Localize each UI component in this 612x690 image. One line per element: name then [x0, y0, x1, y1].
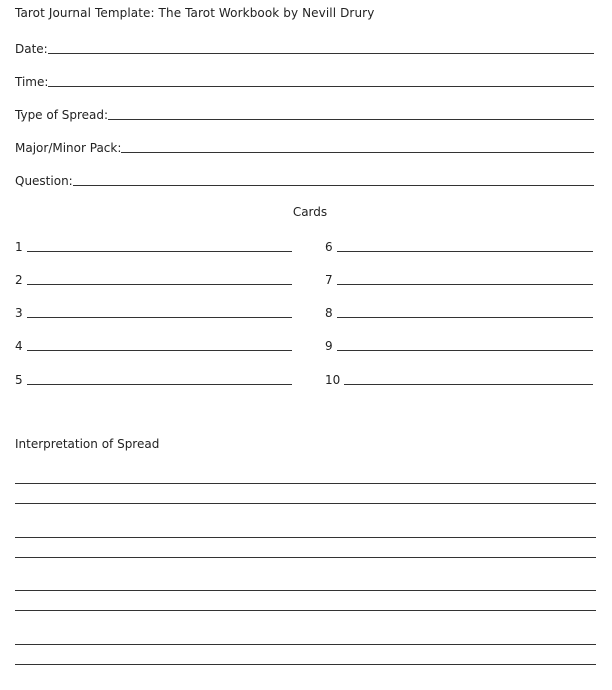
card-line[interactable]: [337, 317, 593, 318]
date-line[interactable]: [48, 53, 594, 54]
date-field[interactable]: [15, 38, 594, 56]
card-line[interactable]: [337, 350, 593, 351]
card-row-4[interactable]: [15, 337, 292, 353]
card-row-5[interactable]: [15, 371, 292, 387]
card-line[interactable]: [27, 317, 292, 318]
card-number: 7: [325, 273, 333, 287]
card-row-2[interactable]: [15, 271, 292, 287]
spread-type-line[interactable]: [108, 119, 594, 120]
card-number: 6: [325, 240, 333, 254]
pack-label: Major/Minor Pack:: [15, 141, 122, 155]
interpretation-line[interactable]: [15, 664, 596, 665]
interpretation-line[interactable]: [15, 644, 596, 645]
spread-type-label: Type of Spread:: [15, 108, 109, 122]
card-row-7[interactable]: [325, 271, 593, 287]
card-line[interactable]: [27, 251, 292, 252]
card-row-3[interactable]: [15, 304, 292, 320]
card-line[interactable]: [337, 251, 593, 252]
card-number: 2: [15, 273, 23, 287]
spread-type-field[interactable]: [15, 104, 594, 122]
interpretation-line[interactable]: [15, 503, 596, 504]
card-number: 9: [325, 339, 333, 353]
question-label: Question:: [15, 174, 73, 188]
time-field[interactable]: [15, 71, 594, 89]
card-row-9[interactable]: [325, 337, 593, 353]
card-line[interactable]: [27, 284, 292, 285]
time-line[interactable]: [48, 86, 594, 87]
card-row-10[interactable]: [325, 371, 593, 387]
card-number: 8: [325, 306, 333, 320]
card-row-1[interactable]: [15, 238, 292, 254]
interpretation-line[interactable]: [15, 483, 596, 484]
pack-field[interactable]: [15, 137, 594, 155]
card-row-8[interactable]: [325, 304, 593, 320]
interpretation-line[interactable]: [15, 537, 596, 538]
interpretation-line[interactable]: [15, 590, 596, 591]
interpretation-line[interactable]: [15, 557, 596, 558]
question-line[interactable]: [73, 185, 594, 186]
date-label: Date:: [15, 42, 48, 56]
interpretation-line[interactable]: [15, 610, 596, 611]
card-row-6[interactable]: [325, 238, 593, 254]
interpretation-heading: Interpretation of Spread: [15, 437, 160, 451]
card-line[interactable]: [337, 284, 593, 285]
card-number: 10: [325, 373, 341, 387]
card-number: 3: [15, 306, 23, 320]
card-number: 5: [15, 373, 23, 387]
time-label: Time:: [15, 75, 49, 89]
document-title: Tarot Journal Template: The Tarot Workbook by Nevill Drury: [15, 6, 375, 20]
card-line[interactable]: [344, 384, 593, 385]
card-number: 4: [15, 339, 23, 353]
cards-heading: Cards: [292, 205, 328, 219]
question-field[interactable]: [15, 170, 594, 188]
pack-line[interactable]: [121, 152, 594, 153]
card-number: 1: [15, 240, 23, 254]
card-line[interactable]: [27, 350, 292, 351]
card-line[interactable]: [27, 384, 292, 385]
